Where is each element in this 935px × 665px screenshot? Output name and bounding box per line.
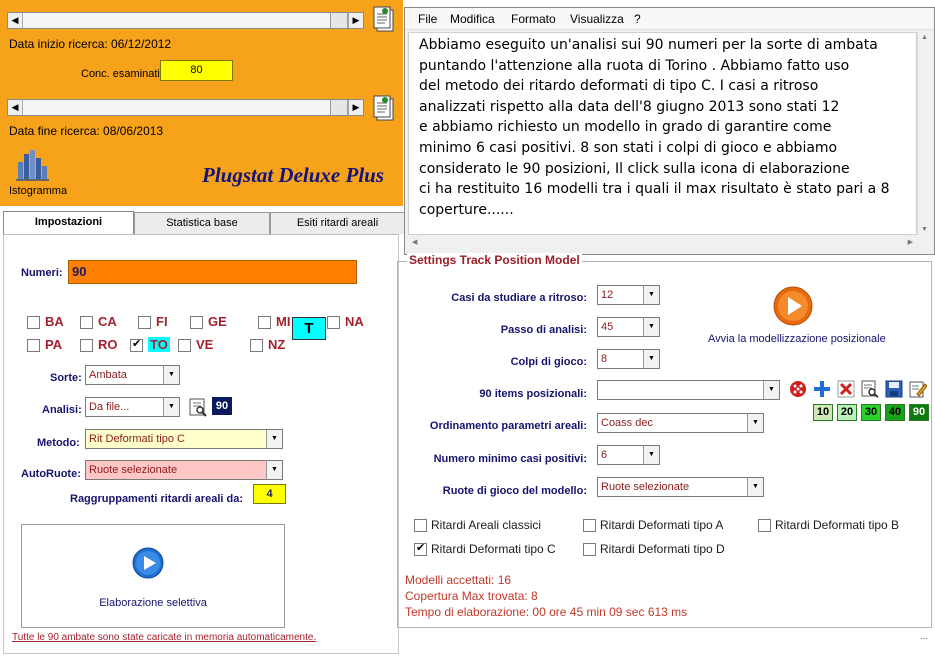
histogram-icon[interactable] (14, 148, 50, 182)
chevron-down-icon[interactable]: ▼ (163, 366, 179, 384)
end-date-scrollbar[interactable] (7, 99, 364, 116)
text-line: e abbiamo richiesto un modello in grado di garantire come (419, 119, 832, 136)
menu-help[interactable]: ? (634, 12, 641, 26)
menu-formato[interactable]: Formato (511, 12, 556, 26)
minimo-value: 6 (601, 449, 608, 461)
save-icon[interactable] (885, 380, 903, 398)
edit-icon[interactable] (909, 380, 927, 398)
ruota-checkbox-fi[interactable] (138, 316, 151, 329)
chevron-down-icon[interactable]: ▼ (643, 318, 659, 336)
scroll-up-arrow-icon[interactable]: ▲ (921, 34, 928, 41)
report-icon[interactable] (373, 94, 395, 122)
scroll-right-arrow-icon[interactable]: ▶ (907, 239, 913, 246)
text-line: considerato le 90 posizioni, Il click sulla icona di elaborazione (419, 160, 850, 177)
analisi-count-badge: 90 (212, 397, 232, 415)
text-line: coperture...... (419, 201, 514, 218)
metodo-label: Metodo: (37, 437, 80, 449)
chevron-down-icon[interactable]: ▼ (643, 350, 659, 368)
ruota-checkbox-pa[interactable] (27, 339, 40, 352)
file-search-icon[interactable] (188, 397, 208, 417)
numeri-label: Numeri: (21, 267, 63, 279)
scroll-left-arrow-icon[interactable]: ◀ (8, 100, 23, 115)
menu-modifica[interactable]: Modifica (450, 12, 495, 26)
ruota-label-ro[interactable]: RO (98, 337, 118, 352)
modelli-accettati: Modelli accettati: 16 (405, 573, 512, 587)
menu-visualizza[interactable]: Visualizza (570, 12, 624, 26)
add-icon[interactable] (813, 380, 831, 398)
minimo-select[interactable] (597, 445, 660, 465)
casi-value: 12 (601, 289, 614, 301)
file-search-icon[interactable] (861, 380, 879, 398)
tab-impostazioni[interactable]: Impostazioni (3, 211, 134, 235)
ordinamento-value: Coass dec (601, 417, 653, 429)
analisi-value: Da file... (89, 401, 130, 413)
ruote-modello-select[interactable] (597, 477, 764, 497)
ruota-checkbox-ve[interactable] (178, 339, 191, 352)
scroll-down-arrow-icon[interactable]: ▼ (921, 226, 928, 233)
notepad-window (404, 7, 935, 255)
metodo-checkbox-label[interactable]: Ritardi Deformati tipo C (431, 542, 556, 556)
histogram-label[interactable]: Istogramma (9, 185, 68, 197)
end-date-label: Data fine ricerca: 08/06/2013 (9, 124, 164, 138)
ruote-modello-value: Ruote selezionate (601, 481, 690, 493)
ruota-label-fi[interactable]: FI (156, 314, 168, 329)
notepad-textarea[interactable] (408, 32, 917, 235)
ruota-checkbox-nz[interactable] (250, 339, 263, 352)
analisi-select[interactable] (85, 397, 180, 417)
menu-file[interactable]: File (418, 12, 438, 26)
scroll-right-arrow-icon[interactable]: ▶ (348, 100, 363, 115)
raggruppamenti-input[interactable]: 4 (253, 484, 286, 504)
autoruote-value: Ruote selezionate (89, 464, 178, 476)
quick-select-badge-30[interactable]: 30 (861, 404, 881, 421)
chevron-down-icon[interactable]: ▼ (747, 478, 763, 496)
text-line: minimo 6 casi positivi. 8 son stati i colpi di gioco e abbiamo (419, 139, 838, 156)
raggruppamenti-label: Raggruppamenti ritardi areali da: (70, 493, 243, 505)
ruota-checkbox-ge[interactable] (190, 316, 203, 329)
elaborazione-selettiva-label: Elaborazione selettiva (99, 597, 207, 609)
play-icon[interactable] (132, 547, 164, 579)
ruota-label-ba[interactable]: BA (45, 314, 64, 329)
text-line: Abbiamo eseguito un'analisi sui 90 numeri per la sorte di ambata (419, 37, 878, 53)
avvia-label: Avvia la modellizzazione posizionale (708, 333, 886, 345)
tempo-elaborazione: Tempo di elaborazione: 00 ore 45 min 09 sec 613 ms (405, 605, 688, 619)
chevron-down-icon[interactable]: ▼ (763, 381, 779, 399)
items-select[interactable] (597, 380, 780, 400)
chevron-down-icon[interactable]: ▼ (643, 286, 659, 304)
report-icon[interactable] (373, 5, 395, 33)
ruota-checkbox-mi[interactable] (258, 316, 271, 329)
casi-select[interactable] (597, 285, 660, 305)
chevron-down-icon[interactable]: ▼ (266, 430, 282, 448)
ruota-label-ve[interactable]: VE (196, 337, 214, 352)
ruota-checkbox-ba[interactable] (27, 316, 40, 329)
ruota-label-to[interactable]: TO (150, 337, 168, 352)
ruota-checkbox-to[interactable] (130, 339, 143, 352)
metodo-checkbox-0[interactable] (414, 519, 427, 532)
casi-label: Casi da studiare a ritroso: (451, 292, 587, 304)
ruota-checkbox-ro[interactable] (80, 339, 93, 352)
text-line: analizzati rispetto alla data dell'8 giugno 2013 sono stati 12 (419, 98, 840, 115)
metodo-checkbox-label[interactable]: Ritardi Deformati tipo A (600, 518, 724, 532)
ruota-checkbox-ca[interactable] (80, 316, 93, 329)
ruota-label-pa[interactable]: PA (45, 337, 63, 352)
tab-statistica-base[interactable]: Statistica base (134, 212, 270, 234)
quick-select-badge-90[interactable]: 90 (909, 404, 929, 421)
conc-input[interactable]: 80 (160, 60, 233, 81)
scroll-right-arrow-icon[interactable]: ▶ (348, 13, 363, 28)
metodo-checkbox-4[interactable] (583, 543, 596, 556)
analisi-label: Analisi: (42, 404, 82, 416)
date-range-panel (0, 0, 403, 206)
conc-label: Conc. esaminati (81, 68, 160, 80)
copertura-max: Copertura Max trovata: 8 (405, 589, 538, 603)
start-date-scrollbar[interactable] (7, 12, 364, 29)
chevron-down-icon[interactable]: ▼ (163, 398, 179, 416)
ruota-label-nz[interactable]: NZ (268, 337, 286, 352)
t-button[interactable]: T (292, 317, 326, 340)
passo-label: Passo di analisi: (500, 324, 587, 336)
quick-select-badge-40[interactable]: 40 (885, 404, 905, 421)
metodo-checkbox-3[interactable] (414, 543, 427, 556)
ruota-label-ca[interactable]: CA (98, 314, 117, 329)
delete-icon[interactable] (837, 380, 855, 398)
sorte-label: Sorte: (50, 372, 82, 384)
colpi-select[interactable] (597, 349, 660, 369)
settings-title: Settings Track Position Model (409, 253, 580, 267)
ruota-label-mi[interactable]: MI (276, 314, 291, 329)
metodo-select[interactable] (85, 429, 283, 449)
start-date-label: Data inizio ricerca: 06/12/2012 (9, 37, 172, 51)
notepad-menubar (405, 8, 934, 30)
tab-esiti-ritardi-areali[interactable]: Esiti ritardi areali (270, 212, 405, 234)
ruota-label-ge[interactable]: GE (208, 314, 227, 329)
sorte-value: Ambata (89, 369, 127, 381)
text-line: puntando l'attenzione alla ruota di Torino . Abbiamo fatto uso (419, 57, 850, 74)
ruota-label-na[interactable]: NA (345, 314, 364, 329)
colpi-label: Colpi di gioco: (510, 356, 587, 368)
ruote-modello-label: Ruote di gioco del modello: (442, 485, 587, 497)
notepad-vertical-scrollbar[interactable] (917, 32, 933, 235)
metodo-checkbox-2[interactable] (758, 519, 771, 532)
dice-icon[interactable] (789, 380, 807, 398)
chevron-down-icon[interactable]: ▼ (643, 446, 659, 464)
chevron-down-icon[interactable]: ▼ (266, 461, 282, 479)
status-ellipsis: ... (920, 631, 929, 642)
quick-select-badge-20[interactable]: 20 (837, 404, 857, 421)
autoruote-label: AutoRuote: (21, 468, 81, 480)
quick-select-badge-10[interactable]: 10 (813, 404, 833, 421)
sorte-select[interactable] (85, 365, 180, 385)
numeri-field[interactable]: 90 (68, 260, 357, 284)
scroll-left-arrow-icon[interactable]: ◀ (8, 13, 23, 28)
items-label: 90 items posizionali: (479, 388, 587, 400)
metodo-checkbox-1[interactable] (583, 519, 596, 532)
colpi-value: 8 (601, 353, 608, 365)
metodo-checkbox-label[interactable]: Ritardi Areali classici (431, 518, 542, 532)
notepad-horizontal-scrollbar[interactable] (408, 235, 917, 252)
text-line: ci ha restituito 16 modelli tra i quali il max risultato è stato pari a 8 (419, 181, 890, 198)
metodo-value: Rit Deformati tipo C (89, 433, 185, 445)
ruota-checkbox-na[interactable] (327, 316, 340, 329)
text-line: del metodo dei ritardo deformati di tipo C. I casi a ritroso (419, 78, 819, 95)
passo-value: 45 (601, 321, 614, 333)
ordinamento-select[interactable] (597, 413, 764, 433)
scroll-thumb[interactable] (330, 13, 348, 28)
autoruote-select[interactable] (85, 460, 283, 480)
status-link[interactable]: Tutte le 90 ambate sono state caricate in memoria automaticamente. (12, 632, 317, 643)
metodo-checkbox-label[interactable]: Ritardi Deformati tipo D (600, 542, 725, 556)
ordinamento-label: Ordinamento parametri areali: (429, 420, 587, 432)
passo-select[interactable] (597, 317, 660, 337)
play-icon[interactable] (773, 286, 813, 326)
chevron-down-icon[interactable]: ▼ (747, 414, 763, 432)
minimo-label: Numero minimo casi positivi: (433, 453, 587, 465)
scroll-left-arrow-icon[interactable]: ◀ (412, 239, 418, 246)
metodo-checkbox-label[interactable]: Ritardi Deformati tipo B (775, 518, 900, 532)
scroll-thumb[interactable] (330, 100, 348, 115)
app-title: Plugstat Deluxe Plus (202, 163, 385, 187)
